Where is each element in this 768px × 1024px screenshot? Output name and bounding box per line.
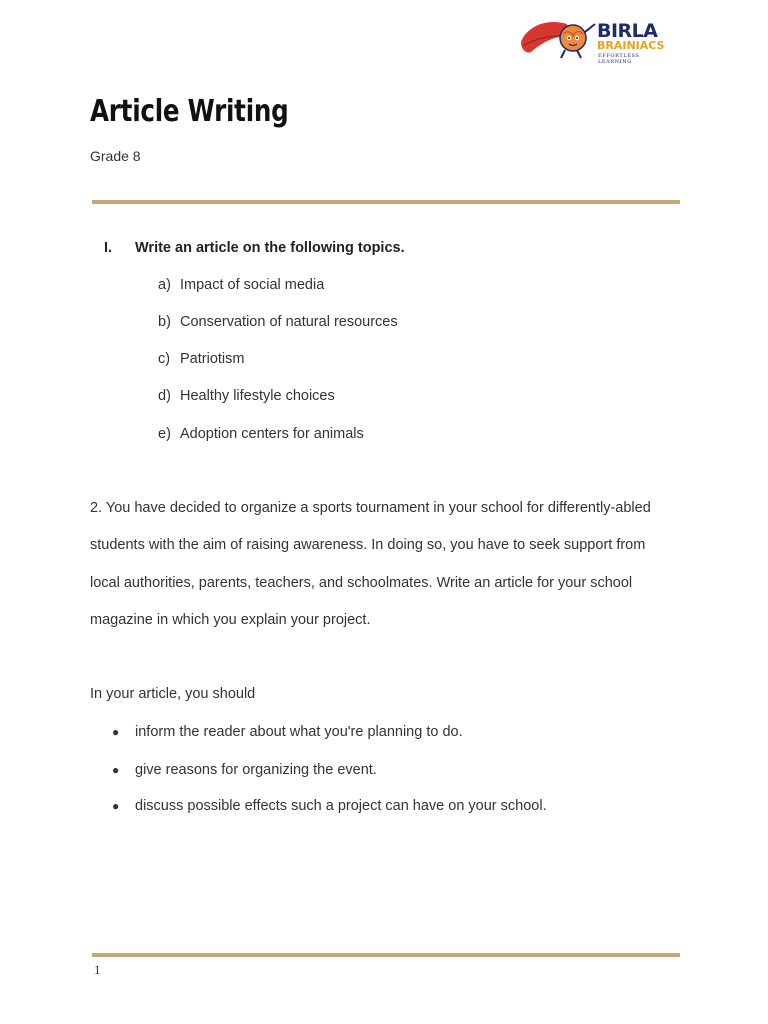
- bullet-text: discuss possible effects such a project can have on your school.: [135, 798, 547, 814]
- topic-text: Adoption centers for animals: [180, 426, 364, 442]
- bullet-item: [112, 798, 547, 814]
- topic-item: [158, 351, 244, 367]
- logo-tagline: EFFORTLESS LEARNING: [598, 53, 640, 65]
- grade-label: Grade 8: [90, 148, 141, 164]
- mascot-icon: [517, 14, 599, 62]
- bullet-item: [112, 724, 463, 740]
- page-title: Article Writing: [90, 94, 289, 129]
- topic-item: [158, 388, 335, 404]
- topic-marker: b): [158, 314, 171, 330]
- topic-text: Conservation of natural resources: [180, 314, 398, 330]
- bullet-text: inform the reader about what you're planning to do.: [135, 724, 463, 740]
- topic-item: [158, 426, 364, 442]
- page-number: 1: [94, 962, 101, 977]
- bullet-text: give reasons for organizing the event.: [135, 762, 377, 778]
- logo-line1: BIRLA: [597, 20, 658, 42]
- paragraph-line: 2. You have decided to organize a sports tournament in your school for differently-abled: [90, 500, 651, 516]
- paragraph-line: local authorities, parents, teachers, and schoolmates. Write an article for your school: [90, 574, 633, 591]
- section-1-number: I.: [104, 240, 113, 256]
- bottom-divider: [92, 953, 680, 957]
- topic-marker: c): [158, 351, 171, 367]
- bullet-icon: ●: [112, 799, 120, 813]
- paragraph-line: magazine in which you explain your project.: [90, 611, 371, 628]
- topic-marker: e): [158, 426, 171, 442]
- topic-marker: a): [158, 277, 171, 293]
- topic-marker: d): [158, 388, 171, 404]
- paragraph-line: students with the aim of raising awareness. In doing so, you have to seek support from: [90, 537, 646, 554]
- section-2-lead: In your article, you should: [90, 686, 256, 702]
- brand-logo: [517, 14, 667, 65]
- topic-text: Impact of social media: [180, 277, 325, 293]
- bullet-icon: ●: [112, 763, 120, 777]
- section-2-paragraph: [90, 490, 690, 639]
- bullet-item: [112, 762, 377, 778]
- section-1-heading: Write an article on the following topics.: [135, 240, 405, 256]
- logo-line2: BRAINIACS: [597, 39, 665, 52]
- bullet-icon: ●: [112, 725, 120, 739]
- topic-text: Patriotism: [180, 351, 245, 367]
- top-divider: [92, 200, 680, 204]
- topic-item: [158, 314, 398, 330]
- topic-item: [158, 277, 324, 293]
- topic-text: Healthy lifestyle choices: [180, 388, 335, 404]
